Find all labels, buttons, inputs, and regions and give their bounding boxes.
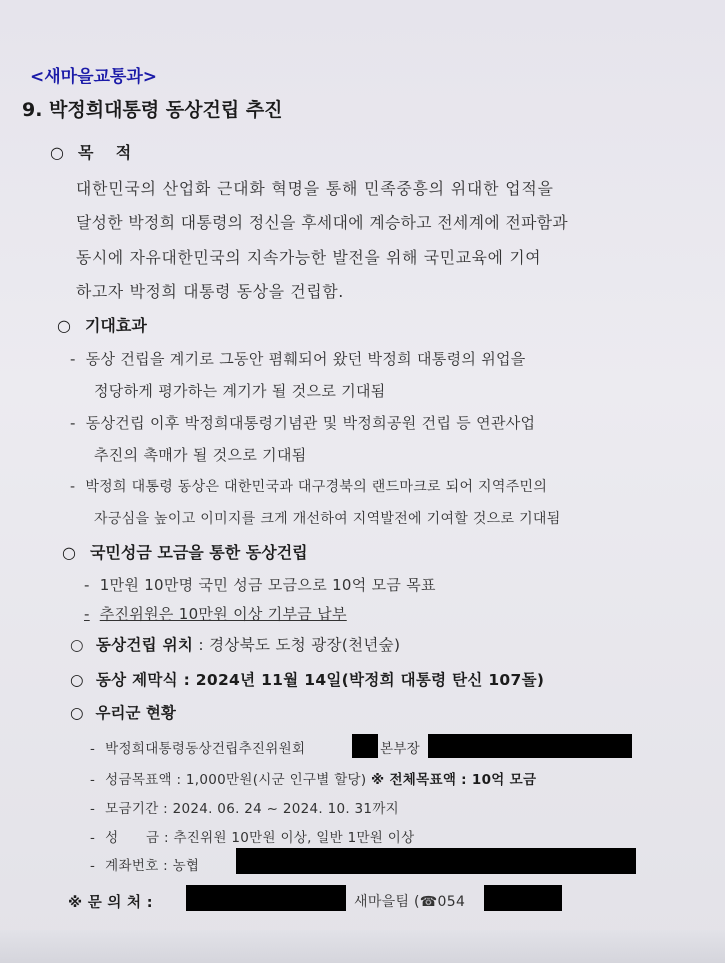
redaction xyxy=(428,734,632,758)
purpose-line: 동시에 자유대한민국의 지속가능한 발전을 위해 국민교육에 기여 xyxy=(76,248,542,267)
fundraising-heading-text: 국민성금 모금을 통한 동상건립 xyxy=(89,543,308,562)
fundraising-line: - 1만원 10만명 국민 성금 모금으로 10억 모금 목표 xyxy=(84,576,436,594)
bullet-circle-icon: ○ xyxy=(62,543,76,562)
effect-line: - 동상 건립을 계기로 그동안 폄훼되어 왔던 박정희 대통령의 위업을 xyxy=(70,350,526,368)
unveiling-value: : 2024년 11월 14일(박정희 대통령 탄신 107돌) xyxy=(183,671,545,689)
bullet-circle-icon: ○ xyxy=(70,671,84,689)
contact-team: 새마을팀 (☎054 xyxy=(354,894,466,910)
committee-line: - 박정희대통령동상건립추진위원회 xyxy=(90,741,306,757)
effects-heading xyxy=(57,313,147,336)
effect-line: - 박정희 대통령 동상은 대한민국과 대구경북의 랜드마크로 되어 지역주민의 xyxy=(70,479,548,495)
redaction xyxy=(236,848,636,874)
location-line xyxy=(70,633,400,655)
branch-label: 본부장 xyxy=(380,741,421,757)
purpose-line: 대한민국의 산업화 근대화 혁명을 통해 민족중흥의 위대한 업적을 xyxy=(76,179,554,198)
contact-label: ※ 문 의 처 : xyxy=(68,895,153,911)
bullet-circle-icon: ○ xyxy=(70,636,84,654)
bullet-circle-icon: ○ xyxy=(57,316,71,335)
location-value: : 경상북도 도청 광장(천년숲) xyxy=(198,636,401,654)
unveiling-line xyxy=(70,668,544,690)
effect-line: 정당하게 평가하는 계기가 될 것으로 기대됨 xyxy=(94,382,386,400)
donation-line: - 성 금 : 추진위원 10만원 이상, 일반 1만원 이상 xyxy=(90,830,415,846)
target-line: - 성금목표액 : 1,000만원(시군 인구별 할당) ※ 전체목표액 : 10억 모금 xyxy=(90,772,537,788)
department-label: <새마을교통과> xyxy=(30,67,158,87)
bottom-edge xyxy=(0,930,725,963)
period-line: - 모금기간 : 2024. 06. 24 ~ 2024. 10. 31까지 xyxy=(90,801,399,817)
redaction xyxy=(186,885,346,911)
effects-heading-text: 기대효과 xyxy=(84,316,147,335)
fundraising-line: - 추진위원은 10만원 이상 기부금 납부 xyxy=(84,605,347,623)
account-line: - 계좌번호 : 농협 xyxy=(90,858,200,874)
effect-line: 추진의 촉매가 될 것으로 기대됨 xyxy=(94,446,307,464)
location-label: 동상건립 위치 xyxy=(95,636,194,654)
purpose-line: 하고자 박정희 대통령 동상을 건립함. xyxy=(76,282,345,301)
county-heading-text: 우리군 현황 xyxy=(95,704,176,722)
redaction xyxy=(352,734,378,758)
county-heading xyxy=(70,701,176,723)
purpose-line: 달성한 박정희 대통령의 정신을 후세대에 계승하고 전세계에 전파함과 xyxy=(76,213,569,232)
bullet-circle-icon: ○ xyxy=(50,143,64,162)
unveiling-label: 동상 제막식 xyxy=(95,671,178,689)
document-title: 9. 박정희대통령 동상건립 추진 xyxy=(22,99,283,121)
effect-line: - 동상건립 이후 박정희대통령기념관 및 박정희공원 건립 등 연관사업 xyxy=(70,414,536,432)
redaction xyxy=(484,885,562,911)
bullet-circle-icon: ○ xyxy=(70,704,84,722)
purpose-heading-text: 목 적 xyxy=(77,143,132,162)
purpose-heading xyxy=(50,140,131,163)
effect-line: 자긍심을 높이고 이미지를 크게 개선하여 지역발전에 기여할 것으로 기대됨 xyxy=(94,511,561,527)
fundraising-heading xyxy=(62,540,308,563)
